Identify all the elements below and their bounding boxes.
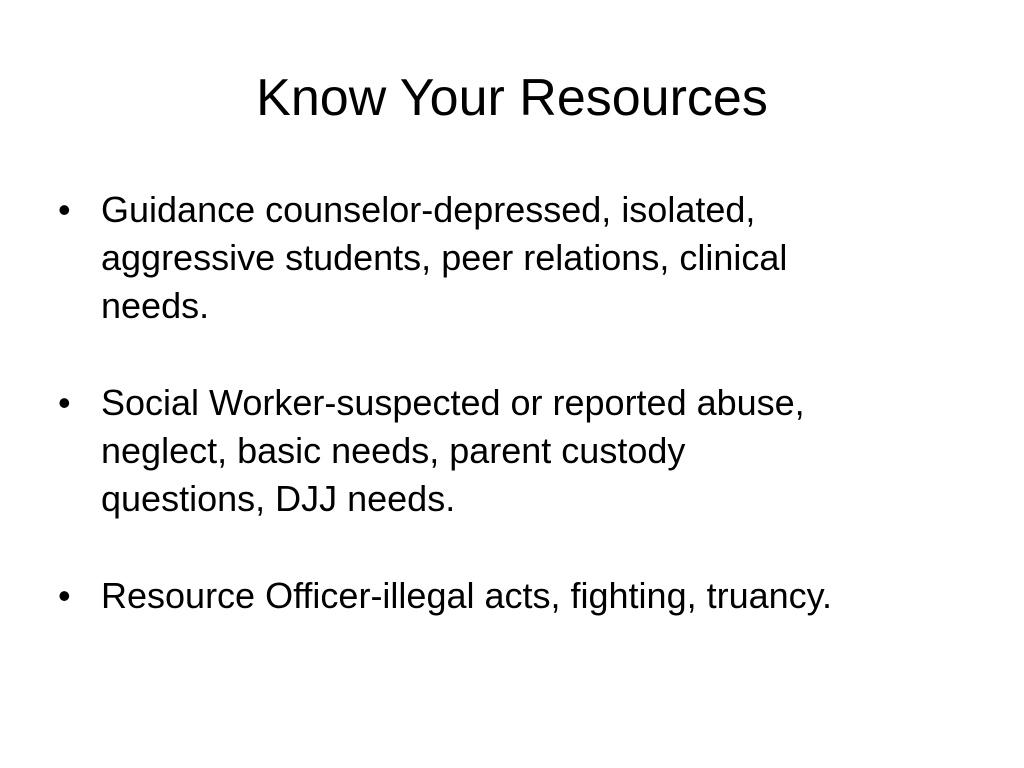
bullet-dot-icon: • — [58, 382, 71, 423]
bullet-dot-icon: • — [58, 575, 71, 616]
bullet-item-social-worker — [58, 379, 958, 523]
bullet-text-line: aggressive students, peer relations, clinical — [101, 237, 788, 278]
bullet-list — [58, 186, 958, 620]
bullet-dot-icon: • — [58, 189, 71, 230]
bullet-item-guidance-counselor — [58, 186, 958, 330]
bullet-text-line: questions, DJJ needs. — [101, 478, 456, 519]
bullet-text-line: needs. — [101, 285, 210, 326]
bullet-item-resource-officer — [58, 572, 958, 620]
bullet-text-line: Resource Officer-illegal acts, fighting, truancy. — [101, 575, 832, 616]
bullet-text-line: Social Worker-suspected or reported abuse, — [101, 382, 805, 423]
bullet-text-line: neglect, basic needs, parent custody — [101, 430, 686, 471]
bullet-text-line: Guidance counselor-depressed, isolated, — [101, 189, 756, 230]
slide-title: Know Your Resources — [256, 69, 768, 127]
